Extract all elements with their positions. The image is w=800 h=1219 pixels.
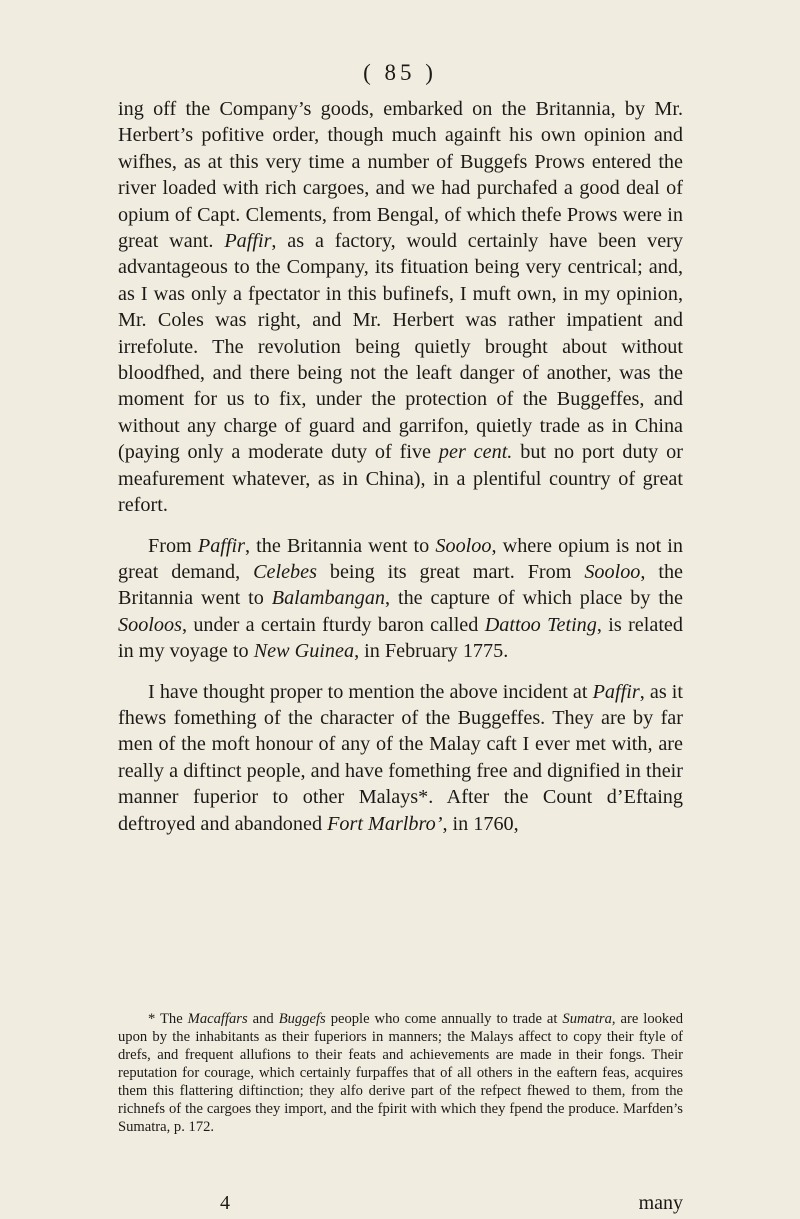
text-run: * The <box>148 1011 188 1027</box>
text-run: ing off the Company’s goods, embarked on the Britannia, by Mr. Herbert’s pofitive order, though much againft his own opinion and wifhes, as at this very time a number of Buggefs Prows entered the river loaded with rich cargoes, and we had purchafed a good deal of opium of Capt. Clements, from Bengal, of which thefe Prows were in great want. <box>118 98 683 253</box>
text-run: , under a certain fturdy baron called <box>181 613 485 636</box>
footnote-text <box>118 1010 683 1136</box>
text-run: people who come annually to trade at <box>325 1011 563 1027</box>
italic-text: Paffir <box>197 534 245 557</box>
signature-mark: 4 <box>220 1192 230 1214</box>
text-run: , the Britannia went to <box>244 534 436 557</box>
text-run: , where opium is not in great demand, <box>118 534 684 583</box>
page-number: ( 85 ) <box>363 60 437 85</box>
text-run: , in February 1775. <box>354 640 509 663</box>
italic-text: Sumatra <box>562 1011 612 1027</box>
italic-text: Fort Marlbro’ <box>327 812 443 835</box>
text-run: but no port duty or meafurement whatever, as in China), in a plentiful country of great refort. <box>118 441 683 517</box>
italic-text: Sooloo <box>435 534 492 557</box>
italic-text: Buggefs <box>278 1011 326 1027</box>
footnote <box>118 1010 683 1136</box>
paragraph <box>118 96 683 519</box>
text-run: , is related in my voyage to <box>118 613 683 663</box>
italic-text: Balambangan <box>271 587 386 610</box>
text-run: , the Britannia went to <box>118 560 683 610</box>
text-run: , in 1760, <box>442 812 519 835</box>
italic-text: Sooloos <box>118 613 182 636</box>
italic-text: Paffir <box>592 680 640 703</box>
paragraph <box>118 533 683 665</box>
body-text <box>118 96 683 837</box>
text-run: , the capture of which place by the <box>385 587 683 610</box>
italic-text: Sooloo <box>584 560 641 583</box>
text-run: I have thought proper to mention the above incident at <box>148 680 593 703</box>
text-run: , as a factory, would certainly have been very advantageous to the Company, its fituation being very centrical; and, as I was only a fpectator in this bufinefs, I muft own, in my opinion, Mr. Coles was right, and Mr. Herbert was rather impatient and irrefolute. The revolution being quietly brought about without bloodfhed, and there being not the leaft danger of another, was the moment for us to fix, under the protection of the Buggeffes, and without any charge of guard and garrifon, quietly trade as in China (paying only a moderate duty of five <box>118 230 683 464</box>
italic-text: New Guinea <box>253 640 355 663</box>
italic-text: Celebes <box>253 560 317 583</box>
text-run: , are looked upon by the inhabitants as their fuperiors in manners; the Malays affect to copy their ftyle of drefs, and frequent allufions to their feats and achievements are made in their fongs. Their reputation for courage, which certainly furpaffes that of all others in the eaftern feas, acquires them this flattering diftinction; they alfo derive part of the refpect fhewed to them, from the richnefs of the cargoes they import, and the fpirit with which they fpend the produce. Marfden’s Sumatra, p. 172. <box>118 1011 683 1135</box>
catchword: many <box>638 1192 683 1214</box>
text-run: , as it fhews fomething of the character of the Buggeffes. They are by far men of the moft honour of any of the Malay caft I ever met with, are really a diftinct people, and have fomething free and dignified in their manner fuperior to other Malays*. After the Count d’Eftaing deftroyed and abandoned <box>118 680 683 835</box>
italic-text: Paffir <box>224 230 272 253</box>
italic-text: Dattoo Teting <box>484 613 597 636</box>
italic-text: Macaffars <box>187 1011 248 1027</box>
paragraph <box>118 679 683 837</box>
text-run: From <box>148 534 198 557</box>
text-run: being its great mart. From <box>316 560 585 583</box>
italic-text: per cent. <box>438 441 513 464</box>
text-run: and <box>247 1011 279 1027</box>
